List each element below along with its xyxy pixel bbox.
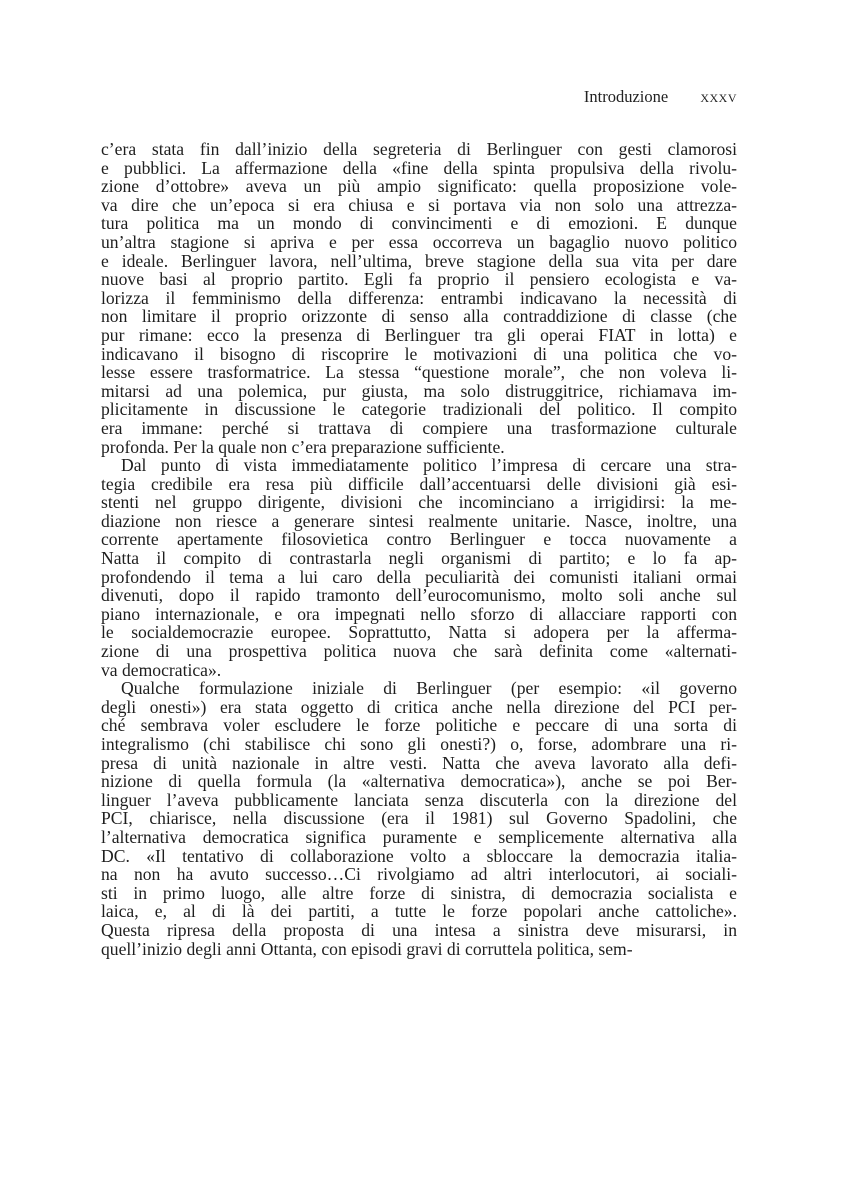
text-line: indicavano il bisogno di riscoprire le motivazioni di una politica che vo- (101, 343, 737, 364)
text-line: pur rimane: ecco la presenza di Berlinguer tra gli operai FIAT in lotta) e (101, 324, 737, 345)
body-text (101, 140, 737, 958)
text-line: divenuti, dopo il rapido tramonto dell’eurocomunismo, molto soli anche sul (101, 585, 737, 606)
text-line: zione di una prospettiva politica nuova che sarà definita come «alternati- (101, 641, 737, 662)
text-line: lorizza il femminismo della differenza: entrambi indicavano la necessità di (101, 287, 737, 308)
text-line: lesse essere trasformatrice. La stessa “questione morale”, che non voleva li- (101, 362, 737, 383)
text-line: Qualche formulazione iniziale di Berlinguer (per esempio: «il governo (121, 678, 737, 699)
text-line: corrente apertamente filosovietica contro Berlinguer e tocca nuovamente a (101, 529, 737, 550)
text-line: piano internazionale, e ora impegnati nello sforzo di allacciare rapporti con (101, 603, 737, 624)
text-line: integralismo (chi stabilisce chi sono gli onesti?) o, forse, adombrare una ri- (101, 734, 737, 754)
text-line: ché sembrava voler escludere le forze politiche e peccare di una sorta di (101, 715, 737, 736)
text-line: nuove basi al proprio partito. Egli fa proprio il pensiero ecologista e va- (101, 269, 737, 290)
chapter-title: Introduzione (583, 87, 669, 106)
text-line: nizione di quella formula (la «alternativa democratica»), anche se poi Ber- (101, 771, 737, 792)
text-line: le socialdemocrazie europee. Soprattutto, Natta si adopera per la afferma- (101, 622, 737, 643)
text-line: e ideale. Berlinguer lavora, nell’ultima, breve stagione della sua vita per dare (101, 250, 737, 271)
text-line: profonda. Per la quale non c’era preparazione sufficiente. (101, 436, 505, 457)
text-line: diazione non riesce a generare sintesi realmente unitarie. Nasce, inoltre, una (101, 510, 737, 531)
paragraph (101, 456, 737, 679)
text-line: stenti nel gruppo dirigente, divisioni che incominciano a irrigidirsi: la me- (101, 492, 737, 513)
text-line: PCI, chiarisce, nella discussione (era il 1981) sul Governo Spadolini, che (101, 808, 737, 829)
text-line: Dal punto di vista immediatamente politico l’impresa di cercare una stra- (121, 455, 737, 476)
text-line: DC. «Il tentativo di collaborazione volto a sbloccare la democrazia italia- (101, 845, 737, 866)
text-line: presa di unità nazionale in altre vesti. Natta che aveva lavorato alla defi- (101, 752, 737, 773)
text-line: l’alternativa democratica significa puramente e semplicemente alternativa alla (101, 826, 737, 847)
page-number: xxxv (700, 87, 737, 106)
paragraph (101, 140, 737, 456)
text-line: profondendo il tema a lui caro della peculiarità dei comunisti italiani ormai (101, 566, 737, 587)
running-head (584, 87, 737, 107)
text-line: linguer l’aveva pubblicamente lanciata senza discuterla con la direzione del (101, 789, 737, 810)
text-line: zione d’ottobre» aveva un più ampio significato: quella proposizione vole- (101, 176, 737, 197)
text-line: degli onesti») era stata oggetto di critica anche nella direzione del PCI per- (101, 696, 737, 717)
text-line: e pubblici. La affermazione della «fine della spinta propulsiva della rivolu- (101, 157, 737, 178)
text-line: Natta il compito di contrastarla negli organismi di partito; e lo fa ap- (101, 548, 737, 569)
text-line: un’altra stagione si apriva e per essa occorreva un bagaglio nuovo politico (101, 231, 737, 252)
text-line: Questa ripresa della proposta di una intesa a sinistra deve misurarsi, in (101, 919, 737, 940)
text-line: tegia credibile era resa più difficile dall’accentuarsi delle divisioni già esi- (101, 473, 737, 494)
text-line: laica, e, al di là dei partiti, a tutte le forze popolari anche cattoliche». (101, 901, 737, 922)
text-line: quell’inizio degli anni Ottanta, con episodi gravi di corruttela politica, sem- (101, 938, 633, 959)
text-line: sti in primo luogo, alle altre forze di sinistra, di democrazia socialista e (101, 882, 737, 903)
text-line: tura politica ma un mondo di convincimenti e di emozioni. E dunque (101, 213, 737, 234)
text-line: plicitamente in discussione le categorie tradizionali del politico. Il compito (101, 399, 737, 420)
text-line: era immane: perché si trattava di compiere una trasformazione culturale (101, 417, 737, 438)
text-line: non limitare il proprio orizzonte di senso alla contraddizione di classe (che (101, 306, 737, 327)
paragraph (101, 679, 737, 958)
text-line: va dire che un’epoca si era chiusa e si portava via non solo una attrezza- (101, 194, 737, 215)
text-line: mitarsi ad una polemica, pur giusta, ma solo distruggitrice, richiamava im- (101, 380, 737, 401)
text-line: na non ha avuto successo…Ci rivolgiamo ad altri interlocutori, ai sociali- (101, 864, 737, 885)
text-line: va democratica». (101, 659, 222, 680)
text-line: c’era stata fin dall’inizio della segreteria di Berlinguer con gesti clamorosi (101, 139, 737, 159)
